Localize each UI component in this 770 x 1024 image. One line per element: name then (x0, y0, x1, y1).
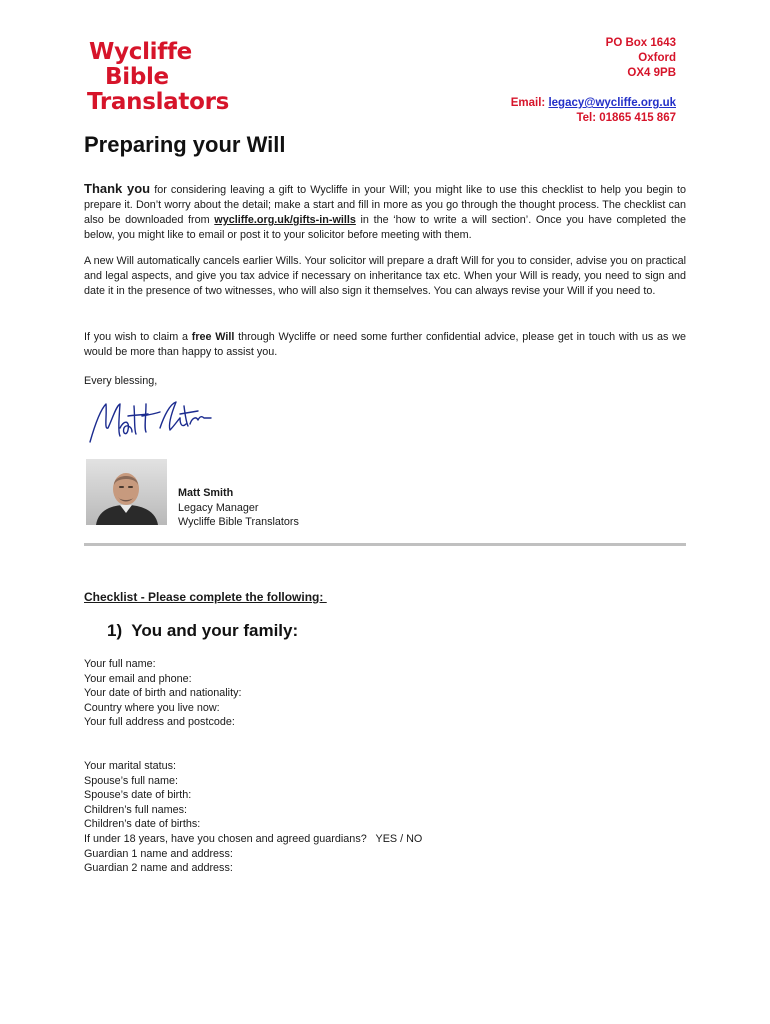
intro-text-1: for considering leaving a gift to Wycliffe in your Will; you might like to use this checklist to help you begin to prepare it. Don’t worry about the detail; make a start and fill in more as you go through the thought process. The checklist can also be downloaded from (84, 184, 686, 226)
phone-line: Tel: 01865 415 867 (576, 112, 676, 124)
intro-lead: Thank you (84, 181, 151, 196)
list-item: Spouse’s full name: (84, 774, 179, 787)
logo-line-2: Bible (105, 64, 169, 90)
gifts-in-wills-link[interactable]: wycliffe.org.uk/gifts-in-wills (214, 214, 356, 226)
handwritten-signature (88, 398, 213, 450)
list-item: Guardian 1 name and address: (84, 847, 233, 860)
email-label: Email: (510, 97, 549, 109)
address-line-3: OX4 9PB (627, 67, 676, 79)
email-line (511, 96, 676, 111)
signer-org: Wycliffe Bible Translators (178, 516, 299, 528)
list-item: Guardian 2 name and address: (84, 862, 233, 875)
wycliffe-logo (87, 40, 237, 122)
list-item: Your full address and postcode: (84, 716, 235, 729)
logo-line-1: Wycliffe (89, 39, 192, 65)
page-title: Preparing your Will (84, 132, 286, 157)
address-line-2: Oxford (638, 52, 676, 64)
list-item: If under 18 years, have you chosen and agreed guardians? YES / NO (84, 832, 423, 845)
section-divider (84, 543, 686, 546)
checklist-title: Checklist - Please complete the following: (84, 590, 327, 604)
list-item: Spouse’s date of birth: (84, 789, 192, 802)
intro-paragraph (84, 181, 686, 243)
section-heading-family: 1) You and your family: (107, 621, 299, 640)
list-item: Children’s date of births: (84, 818, 201, 831)
personal-fields-list (84, 657, 241, 730)
signer-block (178, 486, 299, 530)
email-link[interactable]: legacy@wycliffe.org.uk (548, 97, 676, 109)
intro-text-2: in the ‘how to write a will section’. Once you have completed the below, you might like to email or post it to your solicitor before meeting with them. (84, 214, 686, 241)
free-will-paragraph (84, 330, 686, 360)
signer-name: Matt Smith (178, 487, 234, 499)
signer-role: Legacy Manager (178, 501, 259, 514)
logo-line-3: Translators (87, 89, 230, 115)
list-item: Your email and phone: (84, 672, 192, 685)
list-item: Your marital status: (84, 760, 177, 772)
list-item: Country where you live now: (84, 701, 220, 714)
family-fields-list (84, 759, 422, 876)
new-will-paragraph: A new Will automatically cancels earlier Wills. Your solicitor will prepare a draft Will for you to consider, advise you on practical and legal aspects, and give you tax advice if necessary on inheritance tax etc. When your Will is ready, you need to sign and date it in the presence of two witnesses, who will also sign it themselves. You can always revise your Will if you need to. (84, 255, 686, 297)
blessing-text: Every blessing, (84, 375, 158, 387)
list-item: Your date of birth and nationality: (84, 687, 242, 700)
free-will-text-1: If you wish to claim a (84, 331, 192, 343)
free-will-bold: free Will (191, 331, 235, 343)
list-item: Children’s full names: (84, 803, 188, 816)
portrait-photo (86, 459, 167, 525)
address-line-1: PO Box 1643 (605, 37, 676, 49)
free-will-text-2: through Wycliffe or need some further confidential advice, please get in touch with us as we would be more than happy to assist you. (84, 331, 686, 358)
address-block (511, 36, 676, 126)
list-item: Your full name: (84, 658, 156, 670)
